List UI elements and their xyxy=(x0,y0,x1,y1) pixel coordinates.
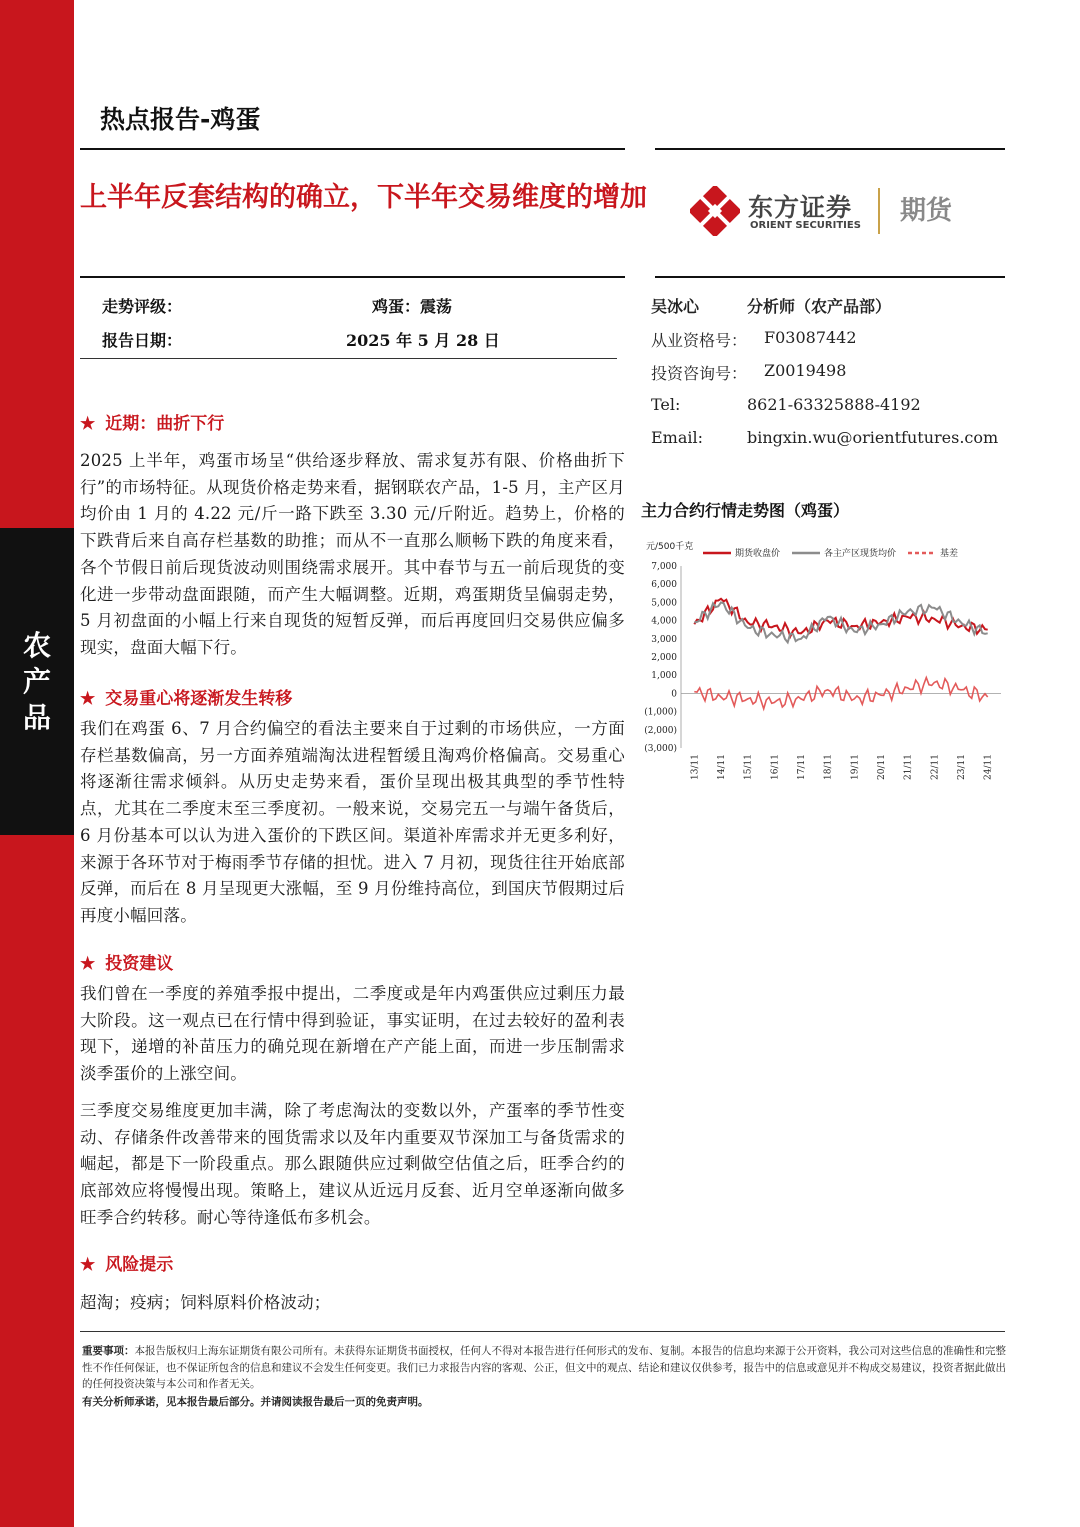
x-tick-label: 23/11 xyxy=(957,754,967,780)
section-title: 投资建议 xyxy=(105,954,174,974)
y-tick-label: (1,000) xyxy=(644,707,677,718)
logo-name-en: ORIENT SECURITIES xyxy=(750,220,861,231)
y-tick-label: 3,000 xyxy=(651,634,677,645)
y-axis-label: 元/500千克 xyxy=(646,542,694,552)
legend-label: 各主产区现货均价 xyxy=(824,549,897,559)
section-heading xyxy=(80,949,173,974)
x-tick-label: 17/11 xyxy=(797,754,807,780)
paragraph: 三季度交易维度更加丰满，除了考虑淘汰的变数以外，产蛋率的季节性变动、存储条件改善带来的囤货需求以及年内重要双节深加工与备货需求的崛起，都是下一阶段重点。那么跟随供应过剩做空估值之后，旺季合约的底部效应将慢慢出现。策略上，建议从近远月反套、近月空单逐渐向做多旺季合约转移。耐心等待逢低布多机会。 xyxy=(80,1101,625,1227)
price-chart xyxy=(641,536,1007,802)
section-title: 风险提示 xyxy=(105,1255,174,1275)
series-line xyxy=(694,602,987,642)
divider xyxy=(655,276,1005,278)
report-type: 热点报告-鸡蛋 xyxy=(100,105,261,134)
analyst-role: 分析师（农产品部） xyxy=(747,297,892,316)
y-tick-label: 6,000 xyxy=(651,580,677,591)
y-tick-label: 1,000 xyxy=(651,671,677,682)
x-tick-label: 22/11 xyxy=(930,754,941,780)
analyst-name: 吴冰心 xyxy=(651,297,700,316)
x-tick-label: 18/11 xyxy=(823,754,834,780)
headline: 上半年反套结构的确立，下半年交易维度的增加 xyxy=(80,182,647,213)
x-tick-label: 15/11 xyxy=(743,754,754,780)
disclaimer xyxy=(82,1343,1007,1393)
y-tick-label: (2,000) xyxy=(644,725,677,736)
star-icon: ★ xyxy=(80,954,96,974)
x-tick-label: 19/11 xyxy=(850,754,861,780)
logo-separator xyxy=(878,188,880,234)
disclaimer-text: 本报告版权归上海东证期货有限公司所有。未获得东证期货书面授权，任何人不得对本报告进行任何形式的发布、复制。本报告的信息均来源于公开资料，我公司对这些信息的准确性和完整性不作任何保证，也不保证所包含的信息和建议不会发生任何变更。我们已力求报告内容的客观、公正，但文中的观点、结论和建议仅供参考，报告中的信息或意见并不构成交易建议，投资者据此做出的任何投资决策与本公司和作者无关。 xyxy=(82,1345,1006,1390)
y-tick-label: 5,000 xyxy=(651,598,677,609)
diamond-logo-icon xyxy=(690,186,740,236)
tel-value: 8621-63325888-4192 xyxy=(747,395,921,414)
y-tick-label: 2,000 xyxy=(651,653,677,663)
rating-label: 走势评级： xyxy=(102,297,183,316)
consult-label: 投资咨询号： xyxy=(651,364,748,383)
paragraph: 我们曾在一季度的养殖季报中提出，二季度或是年内鸡蛋供应过剩压力最大阶段。这一观点已在行情中得到验证，事实证明，在过去较好的盈利表现下，递增的补苗压力的确兑现在新增在产产能上面，而进一步压制需求淡季蛋价的上涨空间。 xyxy=(80,984,625,1084)
star-icon: ★ xyxy=(80,1255,96,1275)
chart-title: 主力合约行情走势图（鸡蛋） xyxy=(641,501,850,520)
divider xyxy=(80,358,617,359)
star-icon: ★ xyxy=(80,689,96,709)
star-icon: ★ xyxy=(80,414,96,434)
section-title: 近期：曲折下行 xyxy=(105,414,225,434)
y-tick-label: 0 xyxy=(671,689,677,700)
email-link[interactable]: bingxin.wu@orientfutures.com xyxy=(747,428,999,447)
y-tick-label: 4,000 xyxy=(651,616,677,627)
section-heading xyxy=(80,409,224,434)
qualification-number: F03087442 xyxy=(764,328,857,347)
side-tab-char: 农 xyxy=(22,628,51,662)
section-heading xyxy=(80,1250,173,1275)
divider xyxy=(80,148,625,150)
divider xyxy=(80,276,625,278)
x-tick-label: 16/11 xyxy=(770,754,781,780)
logo-suffix: 期货 xyxy=(900,196,953,226)
disclaimer-footnote: 有关分析师承诺，见本报告最后部分。并请阅读报告最后一页的免责声明。 xyxy=(82,1396,429,1408)
x-tick-label: 21/11 xyxy=(903,754,914,780)
x-tick-label: 14/11 xyxy=(717,754,727,780)
legend-label: 期货收盘价 xyxy=(735,549,781,559)
category-side-tab xyxy=(0,528,74,835)
side-tab-char: 品 xyxy=(22,700,51,734)
x-tick-label: 13/11 xyxy=(690,754,701,780)
disclaimer-label: 重要事项： xyxy=(82,1345,135,1357)
consult-number: Z0019498 xyxy=(764,361,847,380)
tel-label: Tel: xyxy=(651,395,681,414)
paragraph: 2025 上半年，鸡蛋市场呈“供给逐步释放、需求复苏有限、价格曲折下行”的市场特征。从现货价格走势来看，据钢联农产品，1-5 月，主产区月均价由 1 月的 4.22 元/斤一路下跌至 3.30 元/斤附近。趋势上，价格的下跌背后来自高存栏基数的助推；而从不一直那么顺畅下跌的角度来看，各个节假日前后现货波动则围绕需求展开。其中春节与五一前后现货的变化进一步带动盘面跟随，而产生大幅调整。近期，鸡蛋期货呈偏弱走势，5 月初盘面的小幅上行来自现货的短暂反弹，而后再度回归交易供应偏多现实，盘面大幅下行。 xyxy=(80,451,625,657)
logo-name-cn: 东方证券 xyxy=(748,193,853,222)
divider xyxy=(80,1331,1005,1332)
legend-label: 基差 xyxy=(940,549,959,559)
company-logo xyxy=(690,186,1010,236)
x-tick-label: 24/11 xyxy=(983,754,994,780)
qualification-label: 从业资格号： xyxy=(651,331,748,350)
date-label: 报告日期： xyxy=(102,331,183,350)
side-tab-char: 产 xyxy=(22,664,51,698)
y-tick-label: (3,000) xyxy=(644,744,677,754)
email-label: Email: xyxy=(651,428,704,447)
section-heading xyxy=(80,684,292,709)
rating-value: 鸡蛋：震荡 xyxy=(372,297,453,316)
divider xyxy=(655,148,1005,150)
date-value: 2025 年 5 月 28 日 xyxy=(346,331,500,350)
y-tick-label: 7,000 xyxy=(651,562,677,572)
x-tick-label: 20/11 xyxy=(877,754,887,780)
paragraph: 我们在鸡蛋 6、7 月合约偏空的看法主要来自于过剩的市场供应，一方面存栏基数偏高，另一方面养殖端淘汰进程暂缓且淘鸡价格偏高。交易重心将逐渐往需求倾斜。从历史走势来看，蛋价呈现出极其典型的季节性特点，尤其在二季度末至三季度初。一般来说，交易完五一与端午备货后，6 月份基本可以认为进入蛋价的下跌区间。渠道补库需求并无更多利好，来源于各环节对于梅雨季节存储的担忧。进入 7 月初，现货往往开始底部反弹，而后在 8 月呈现更大涨幅，至 9 月份维持高位，到国庆节假期过后再度小幅回落。 xyxy=(80,719,625,925)
section-title: 交易重心将逐渐发生转移 xyxy=(105,689,293,709)
paragraph: 超淘；疫病；饲料原料价格波动； xyxy=(80,1293,331,1312)
